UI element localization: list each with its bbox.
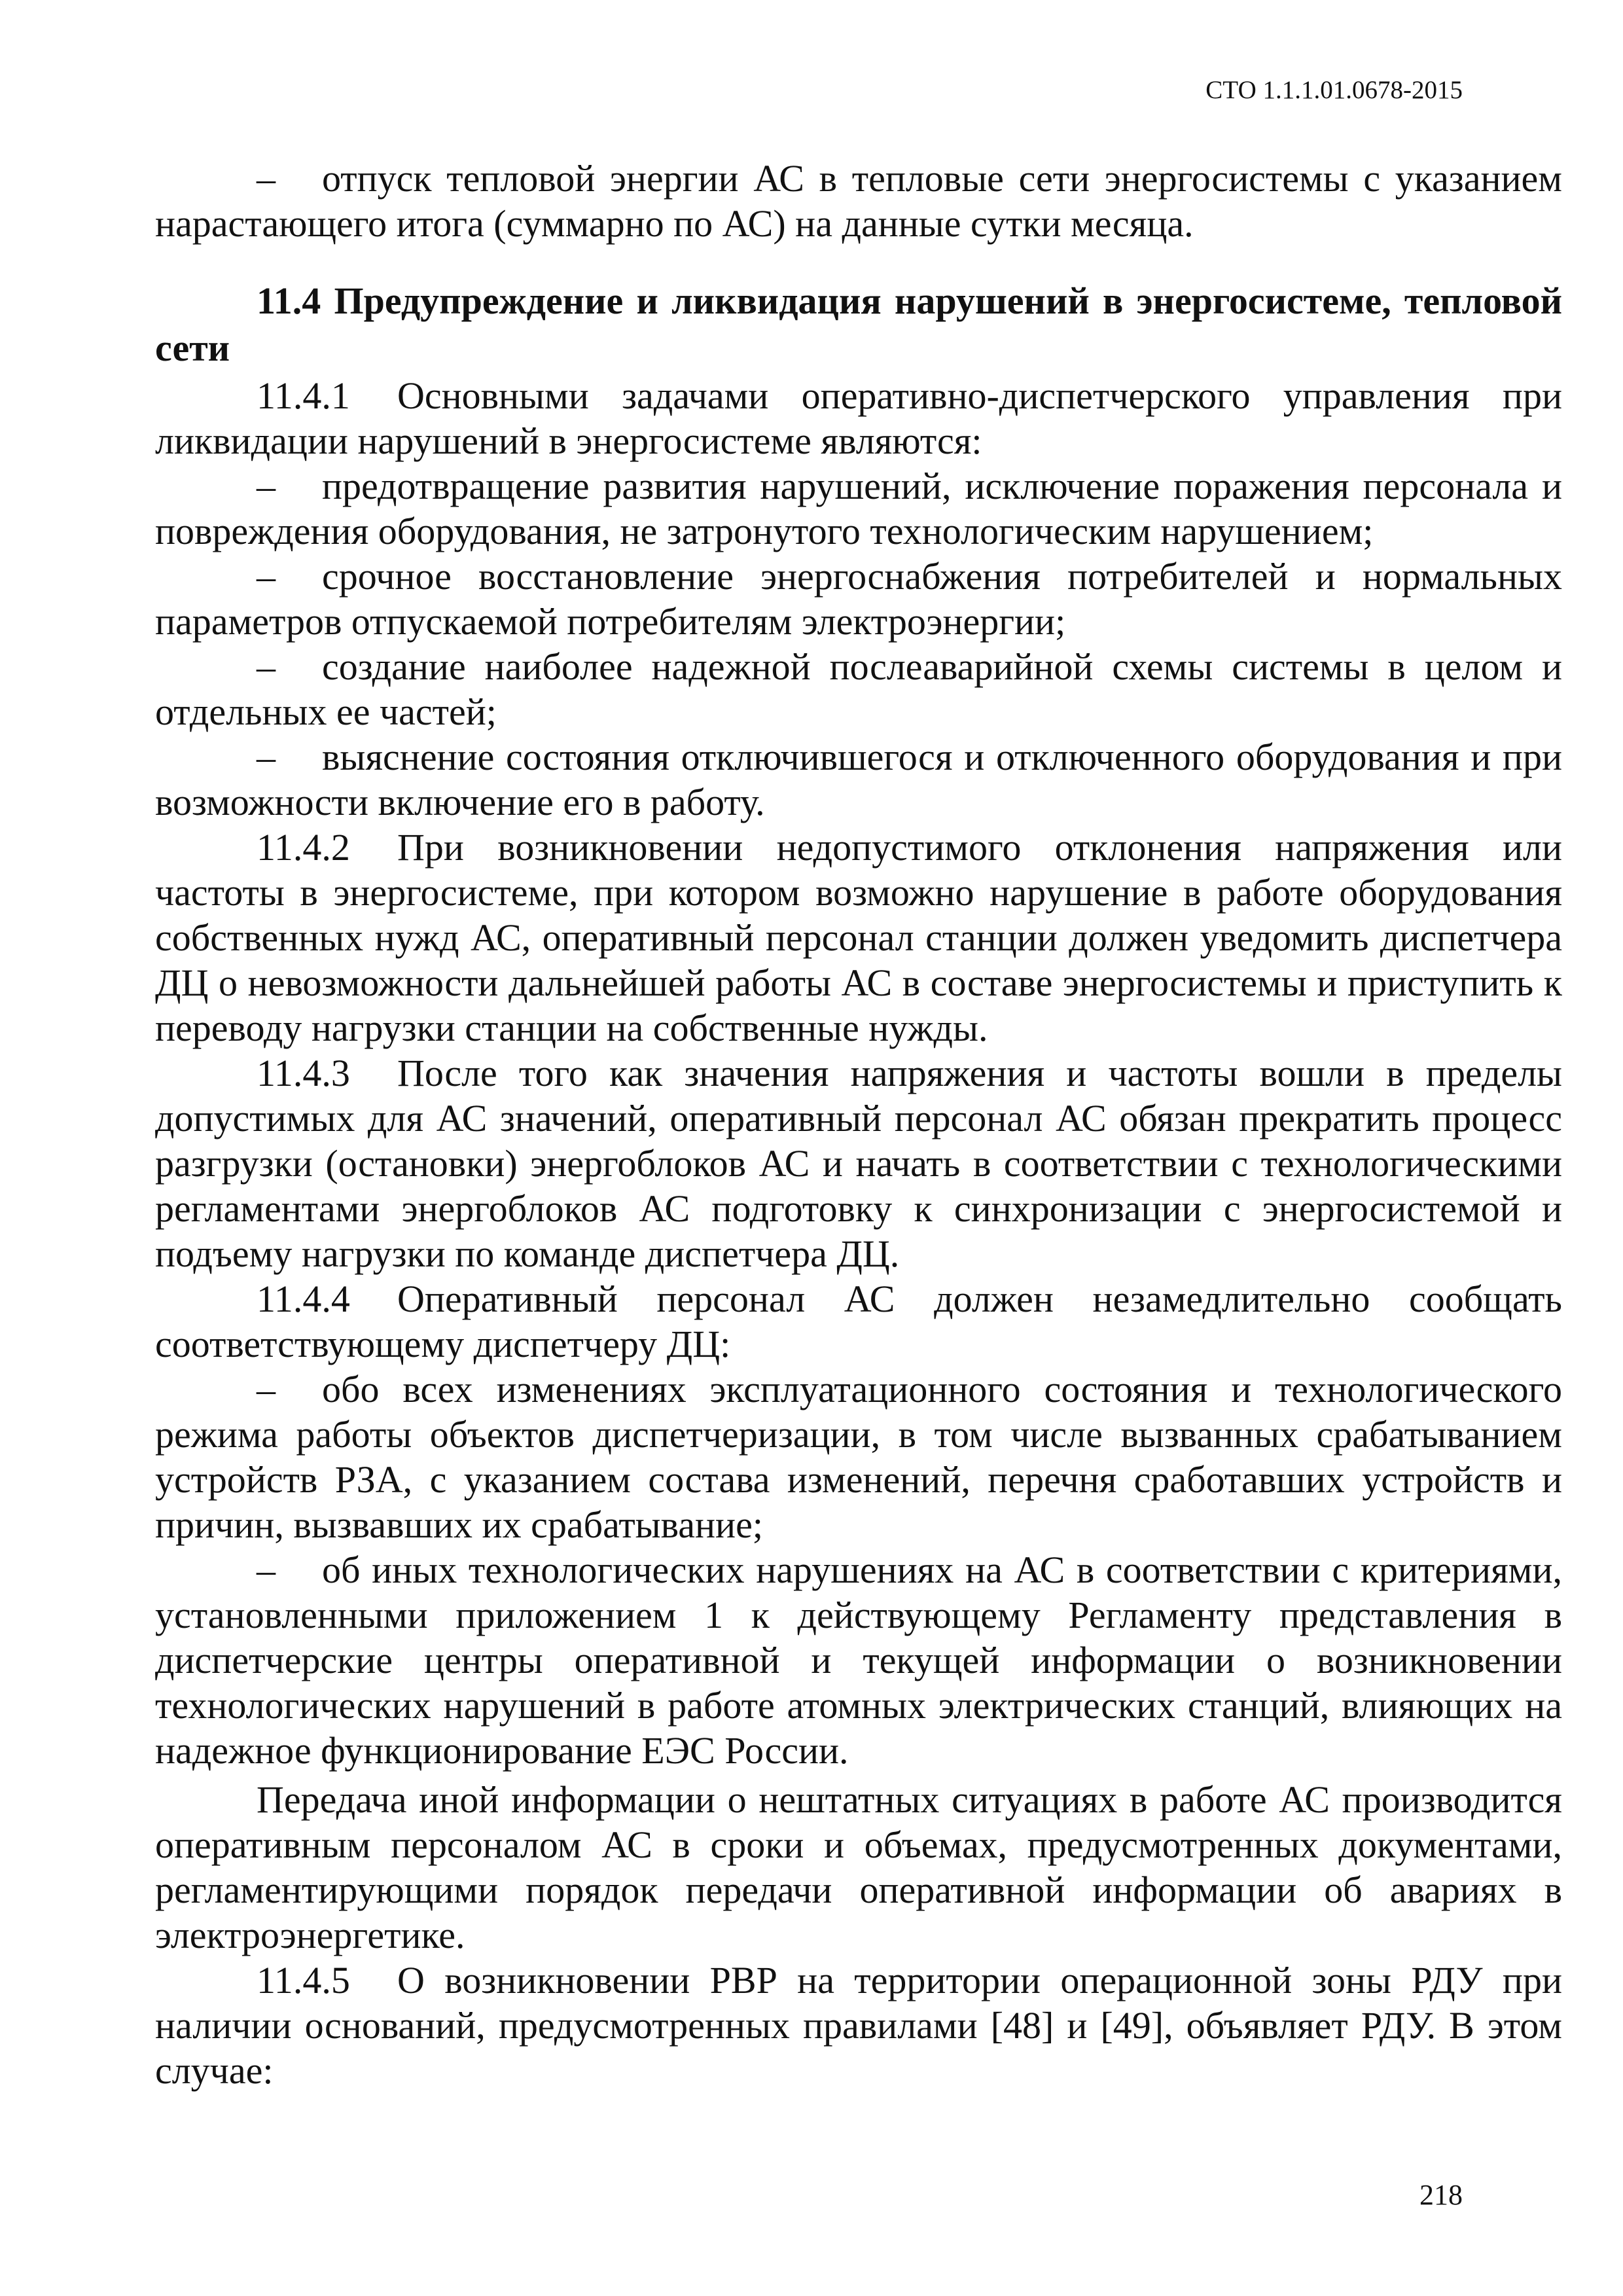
- list-item-text: создание наиболее надежной послеаварийной схемы системы в целом и отдельных ее частей;: [155, 645, 1562, 733]
- bullet-dash: –: [257, 157, 276, 200]
- list-item: [155, 1367, 1562, 1547]
- bullet-dash: –: [257, 645, 276, 688]
- list-item-text: предотвращение развития нарушений, исключение поражения персонала и повреждения оборудования, не затронутого технологическим нарушением;: [155, 465, 1562, 552]
- bullet-dash: –: [257, 555, 276, 598]
- bullet-dash: –: [257, 736, 276, 778]
- list-item: [155, 554, 1562, 644]
- document-code-header: СТО 1.1.1.01.0678-2015: [1205, 76, 1463, 104]
- list-item: [155, 156, 1562, 246]
- clause-text: О возникновении РВР на территории операционной зоны РДУ при наличии оснований, предусмотренных правилами [48] и [49], объявляет РДУ. В этом случае:: [155, 1959, 1562, 2092]
- list-item-text: выяснение состояния отключившегося и отключенного оборудования и при возможности включение его в работу.: [155, 736, 1562, 823]
- list-item: [155, 734, 1562, 825]
- list-item-text: срочное восстановление энергоснабжения потребителей и нормальных параметров отпускаемой потребителям электроэнергии;: [155, 555, 1562, 643]
- section-heading: 11.4 Предупреждение и ликвидация нарушений в энергосистеме, тепловой сети: [155, 279, 1562, 369]
- clause-11-4-5: [155, 1958, 1562, 2093]
- list-item-text: отпуск тепловой энергии АС в тепловые сети энергосистемы с указанием нарастающего итога (суммарно по АС) на данные сутки месяца.: [155, 157, 1562, 245]
- bullet-dash: –: [257, 465, 276, 507]
- list-item-text: обо всех изменениях эксплуатационного состояния и технологического режима работы объектов диспетчеризации, в том числе вызванных срабатыванием устройств РЗА, с указанием состава изменений, перечня сработавших устройств и причин, вызвавших их срабатывание;: [155, 1368, 1562, 1546]
- clause-11-4-3: [155, 1050, 1562, 1276]
- bullet-dash: –: [257, 1368, 276, 1410]
- clause-11-4-1: [155, 373, 1562, 463]
- clause-text: Основными задачами оперативно-диспетчерского управления при ликвидации нарушений в энергосистеме являются:: [155, 374, 1562, 462]
- clause-number: 11.4.3: [257, 1052, 350, 1094]
- list-item: [155, 1547, 1562, 1773]
- clause-11-4-2: [155, 825, 1562, 1050]
- paragraph-transfer: Передача иной информации о нештатных ситуациях в работе АС производится оперативным персоналом АС в сроки и объемах, предусмотренных документами, регламентирующими порядок передачи оперативной информации об авариях в электроэнергетике.: [155, 1778, 1562, 1956]
- clause-11-4-4: [155, 1276, 1562, 1367]
- list-item-text: об иных технологических нарушениях на АС в соответствии с критериями, установленными приложением 1 к действующему Регламенту представления в диспетчерские центры оперативной и текущей информации о возникновении технологических нарушений в работе атомных электрических станций, влияющих на надежное функционирование ЕЭС России.: [155, 1549, 1562, 1772]
- page-number: 218: [1419, 2179, 1463, 2211]
- clause-number: 11.4.2: [257, 826, 350, 869]
- clause-number: 11.4.1: [257, 374, 350, 417]
- list-item: [155, 463, 1562, 554]
- clause-number: 11.4.5: [257, 1959, 350, 2001]
- clause-number: 11.4.4: [257, 1278, 350, 1320]
- clause-text: При возникновении недопустимого отклонения напряжения или частоты в энергосистеме, при котором возможно нарушение в работе оборудования собственных нужд АС, оперативный персонал станции должен уведомить диспетчера ДЦ о невозможности дальнейшей работы АС в составе энергосистемы и приступить к переводу нагрузки станции на собственные нужды.: [155, 826, 1562, 1049]
- list-item: [155, 644, 1562, 734]
- clause-text: После того как значения напряжения и частоты вошли в пределы допустимых для АС значений, оперативный персонал АС обязан прекратить процесс разгрузки (остановки) энергоблоков АС и начать в соответствии с технологическими регламентами энергоблоков АС подготовку к синхронизации с энергосистемой и подъему нагрузки по команде диспетчера ДЦ.: [155, 1052, 1562, 1275]
- page-body: [155, 156, 1562, 2093]
- clause-text: Оперативный персонал АС должен незамедлительно сообщать соответствующему диспетчеру ДЦ:: [155, 1278, 1562, 1365]
- bullet-dash: –: [257, 1549, 276, 1591]
